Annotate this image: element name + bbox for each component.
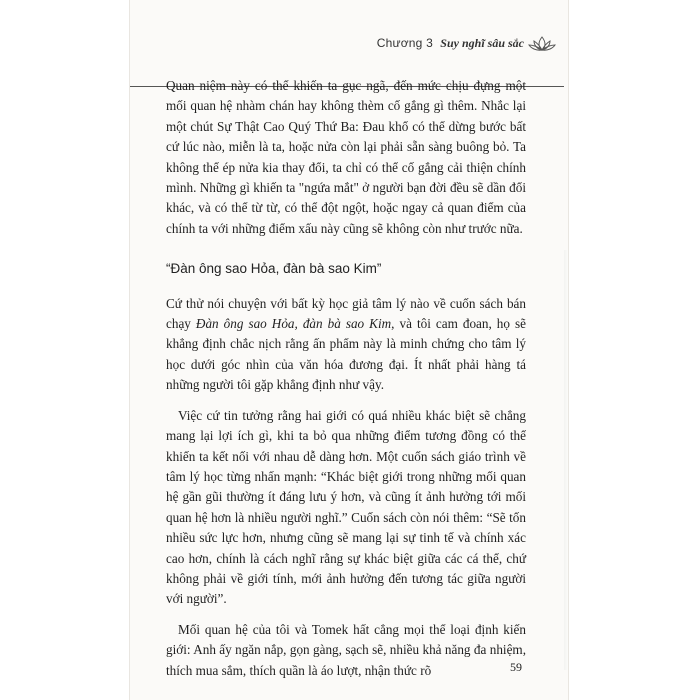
chapter-label: Chương 3 [376, 36, 433, 50]
paragraph-section-2: Việc cứ tin tưởng rằng hai giới có quá nhiều khác biệt sẽ chẳng mang lại lợi ích gì, khi ta bỏ qua những điểm tương đồng có thể khiến ta kết nối với nhau dễ dàng hơn. Một cuốn sách giáo trình về tâm lý học từng nhấn mạnh: “Khác biệt giới trong những mối quan hệ gần gũi thường ít đáng lưu ý hơn, và cũng ít ảnh hưởng tới mối quan hệ hơn là nhiều người nghĩ.” Cuốn sách còn nói thêm: “Sẽ tốn nhiều sức lực hơn, nhưng cũng sẽ mang lại sự tinh tế và chính xác cao hơn, chính là cách nghĩ rằng sự khác biệt giữa các cá thể, chứ không phải về giới tính, mới ảnh hưởng đến tương tác giữa người với người”. [166, 407, 526, 607]
section-heading: “Đàn ông sao Hỏa, đàn bà sao Kim” [166, 261, 382, 277]
page-edge-shadow [564, 250, 568, 670]
text-run: , và tôi cam đoan, họ sẽ khẳng định chắc nịch rằng ấn phẩm này là minh chứng cho tâm lý học dưới góc nhìn của văn hóa đương đại. Ít nhất phải hàng tá những người tôi gặp khẳng định như vậy. [166, 316, 527, 393]
book-page [130, 0, 568, 700]
page-number: 59 [510, 660, 522, 674]
book-title-italic: Đàn ông sao Hỏa, đàn bà sao Kim [195, 316, 392, 332]
chapter-title: Suy nghĩ sâu sắc [440, 36, 524, 50]
paragraph-intro: Quan niệm này có thể khiến ta gục ngã, đến mức chịu đựng một mối quan hệ nhàm chán hay không thèm cố gắng gì thêm. Nhắc lại một chút Sự Thật Cao Quý Thứ Ba: Đau khổ có thể dừng bước bất cứ lúc nào, miễn là ta, hoặc nửa còn lại phải sẵn sàng buông bỏ. Ta không thể ép nửa kia thay đổi, ta chỉ có thể cố gắng cải thiện chính mình. Những gì khiến ta "ngứa mắt" ở người bạn đời đều sẽ dần đổi khác, và có thể từ từ, có thể đột ngột, hoặc ngay cả quan điểm của chính ta với những điểm xấu này cũng sẽ không còn như trước nữa. [166, 78, 526, 236]
header-text [377, 36, 524, 51]
text-run: Cứ thử nói chuyện với bất kỳ học giả tâm lý nào về cuốn sách bán chạy [166, 295, 526, 332]
paragraph-section-1 [166, 294, 526, 396]
running-header [130, 32, 564, 56]
lotus-icon [528, 34, 556, 54]
paragraph-section-3: Mối quan hệ của tôi và Tomek hất cẳng mọi thể loại định kiến giới: Anh ấy ngăn nắp, gọn gàng, sạch sẽ, nhiều khả năng đa nhiệm, thích mua sắm, thích quần là áo lượt, nhận thức rõ [166, 621, 526, 678]
body-text [166, 76, 526, 681]
